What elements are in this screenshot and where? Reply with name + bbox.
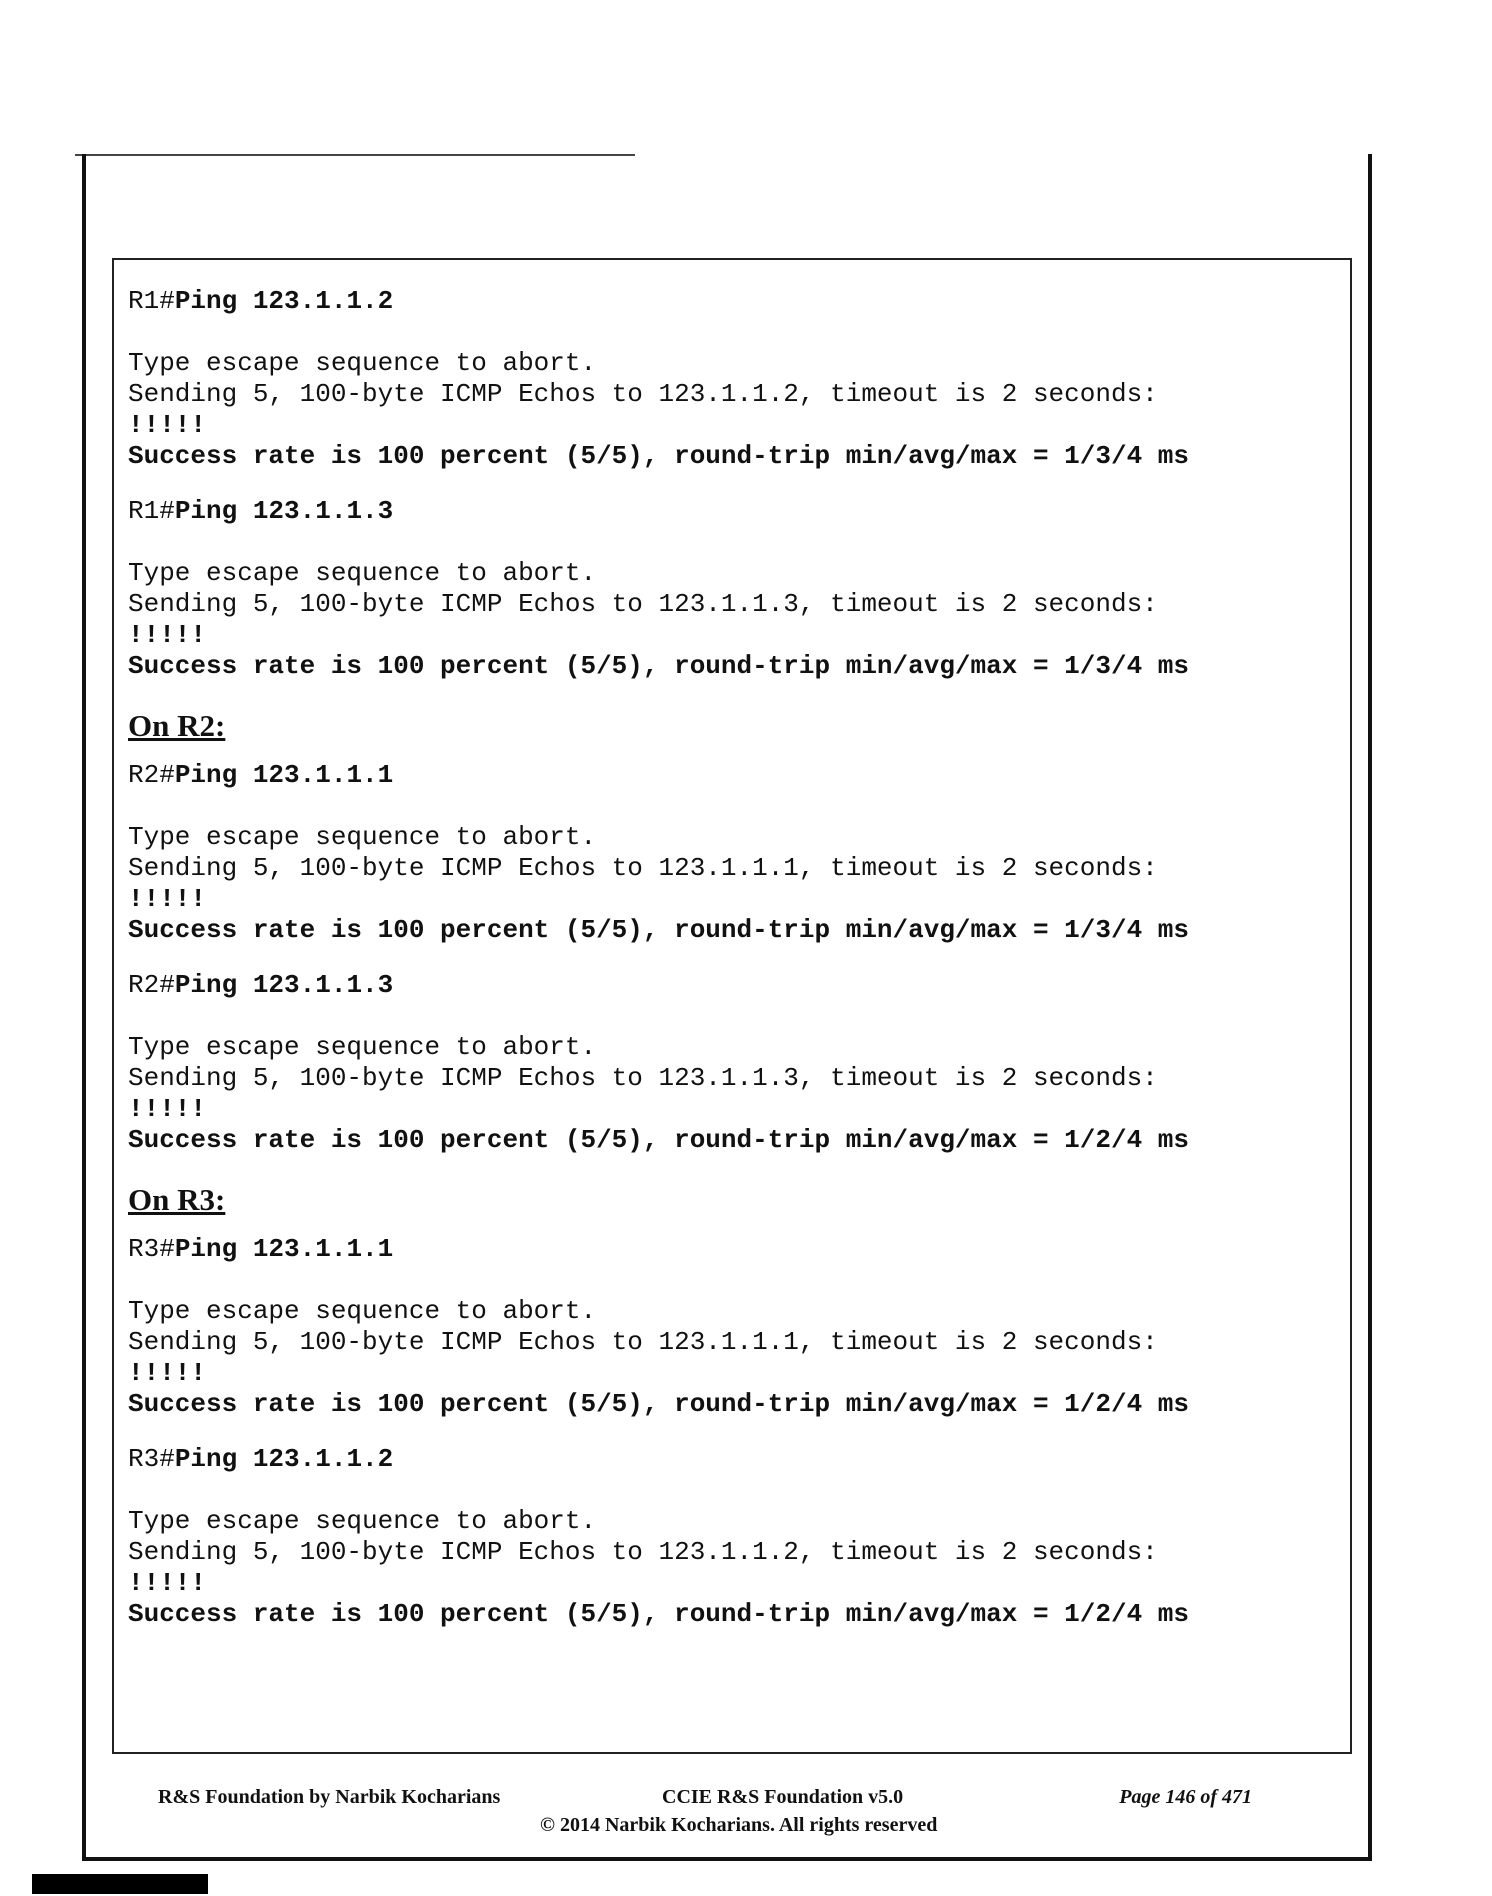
success-marks: !!!!! <box>128 620 207 650</box>
success-marks: !!!!! <box>128 1094 207 1124</box>
page-border-right <box>1368 154 1372 1861</box>
ping-block <box>128 1234 1340 1420</box>
footer-title: CCIE R&S Foundation v5.0 <box>662 1786 904 1808</box>
command: Ping 123.1.1.3 <box>174 970 394 1000</box>
cli-output-box <box>112 258 1352 1754</box>
output-line: Type escape sequence to abort. <box>128 1506 597 1536</box>
ping-block <box>128 970 1340 1156</box>
top-rule <box>75 154 635 156</box>
output-line: Type escape sequence to abort. <box>128 1296 597 1326</box>
command: Ping 123.1.1.1 <box>174 1234 394 1264</box>
page-number: Page 146 of 471 <box>1119 1786 1252 1808</box>
output-line: Type escape sequence to abort. <box>128 822 597 852</box>
output-line: Type escape sequence to abort. <box>128 1032 597 1062</box>
output-line: Type escape sequence to abort. <box>128 348 597 378</box>
page-footer <box>150 1786 1270 1846</box>
success-marks: !!!!! <box>128 1358 207 1388</box>
success-marks: !!!!! <box>128 410 207 440</box>
command: Ping 123.1.1.2 <box>174 1444 394 1474</box>
result-line: Success rate is 100 percent (5/5), round-trip min/avg/max = 1/3/4 ms <box>128 441 1189 471</box>
section-heading-r2: On R2: <box>128 708 226 743</box>
page-border-left <box>82 154 86 1861</box>
page-border-bottom <box>82 1857 1372 1861</box>
prompt: R1# <box>128 286 175 316</box>
result-line: Success rate is 100 percent (5/5), round-trip min/avg/max = 1/3/4 ms <box>128 915 1189 945</box>
result-line: Success rate is 100 percent (5/5), round-trip min/avg/max = 1/3/4 ms <box>128 651 1189 681</box>
footer-copyright: © 2014 Narbik Kocharians. All rights reserved <box>540 1814 938 1836</box>
command: Ping 123.1.1.1 <box>174 760 394 790</box>
ping-block <box>128 1444 1340 1630</box>
prompt: R2# <box>128 970 175 1000</box>
success-marks: !!!!! <box>128 1568 207 1598</box>
ping-block <box>128 760 1340 946</box>
cli-content <box>128 286 1340 1654</box>
ping-block <box>128 286 1340 472</box>
success-marks: !!!!! <box>128 884 207 914</box>
output-line: Sending 5, 100-byte ICMP Echos to 123.1.1.3, timeout is 2 seconds: <box>128 1063 1158 1093</box>
output-line: Sending 5, 100-byte ICMP Echos to 123.1.1.2, timeout is 2 seconds: <box>128 379 1158 409</box>
scan-mark <box>32 1874 208 1894</box>
output-line: Sending 5, 100-byte ICMP Echos to 123.1.1.3, timeout is 2 seconds: <box>128 589 1158 619</box>
result-line: Success rate is 100 percent (5/5), round-trip min/avg/max = 1/2/4 ms <box>128 1125 1189 1155</box>
prompt: R3# <box>128 1444 175 1474</box>
prompt: R1# <box>128 496 175 526</box>
result-line: Success rate is 100 percent (5/5), round-trip min/avg/max = 1/2/4 ms <box>128 1389 1189 1419</box>
command: Ping 123.1.1.3 <box>174 496 394 526</box>
command: Ping 123.1.1.2 <box>174 286 394 316</box>
result-line: Success rate is 100 percent (5/5), round-trip min/avg/max = 1/2/4 ms <box>128 1599 1189 1629</box>
output-line: Sending 5, 100-byte ICMP Echos to 123.1.1.1, timeout is 2 seconds: <box>128 1327 1158 1357</box>
ping-block <box>128 496 1340 682</box>
footer-author: R&S Foundation by Narbik Kocharians <box>158 1786 501 1808</box>
prompt: R3# <box>128 1234 175 1264</box>
output-line: Sending 5, 100-byte ICMP Echos to 123.1.1.1, timeout is 2 seconds: <box>128 853 1158 883</box>
prompt: R2# <box>128 760 175 790</box>
output-line: Type escape sequence to abort. <box>128 558 597 588</box>
section-heading-r3: On R3: <box>128 1182 226 1217</box>
output-line: Sending 5, 100-byte ICMP Echos to 123.1.1.2, timeout is 2 seconds: <box>128 1537 1158 1567</box>
